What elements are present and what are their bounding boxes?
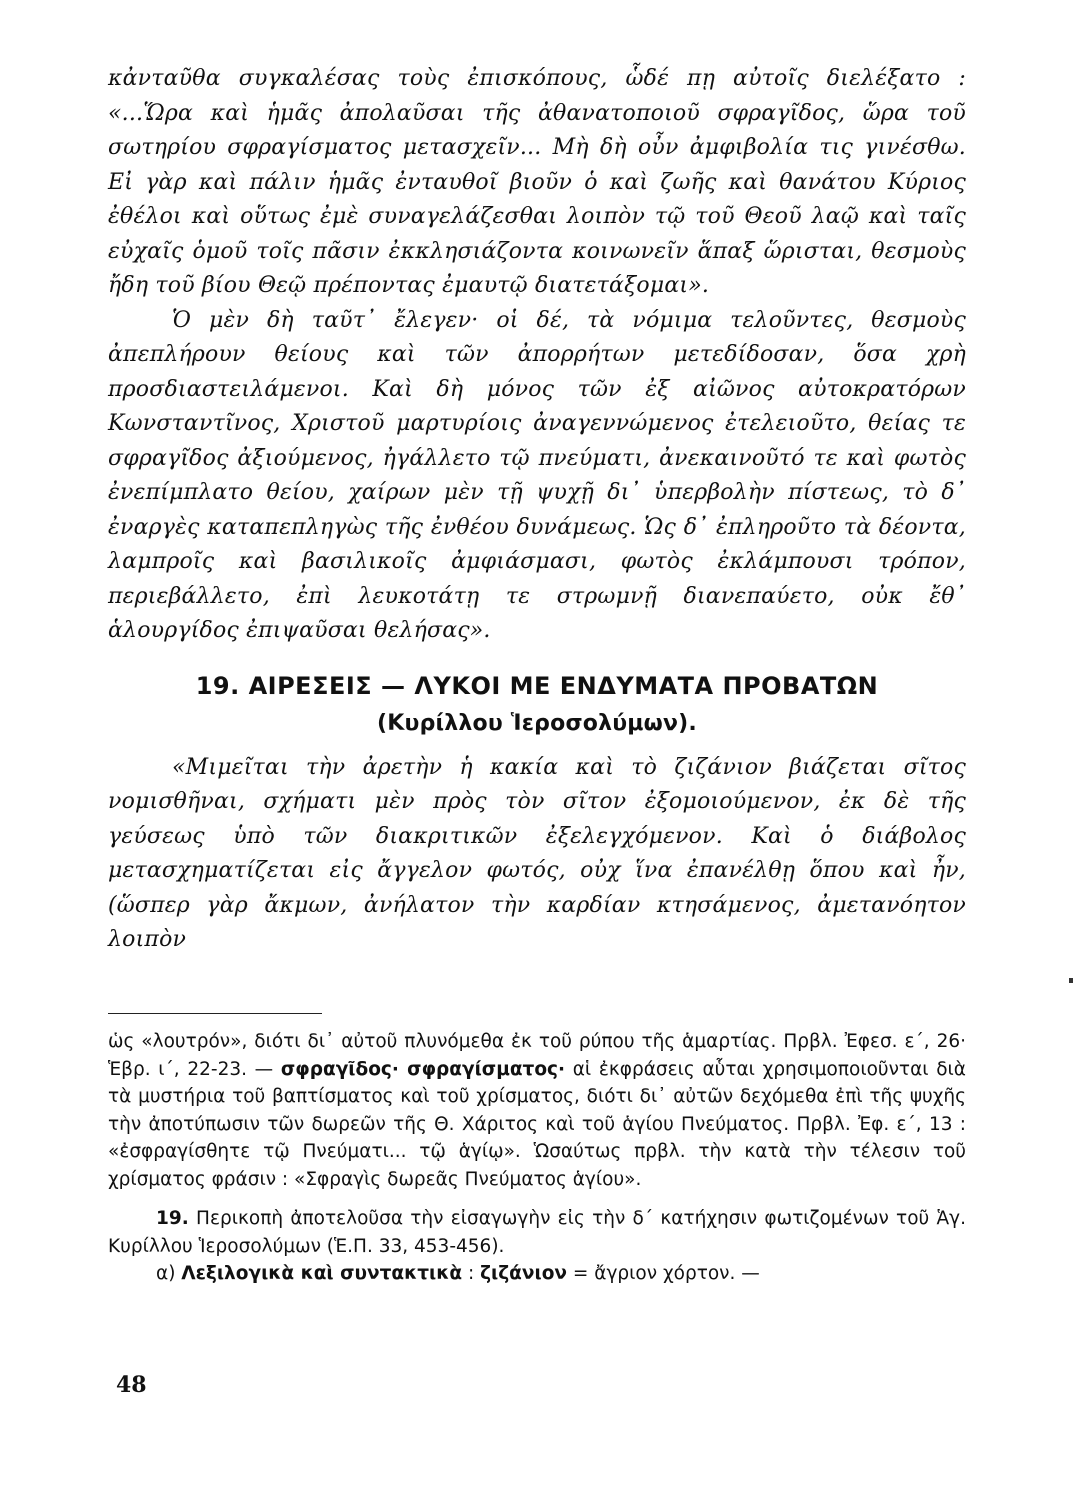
footnote-3-term-1: Λεξιλογικὰ καὶ συντακτικὰ (181, 1263, 463, 1284)
footnote-divider (108, 1013, 322, 1014)
footnote-1-text-a: ὡς «λουτρόν», διότι δι᾽ αὐτοῦ πλυνόμεθα ἐκ τοῦ ρύπου τῆς ἁμαρτίας. Πρβλ. Ἐφεσ. ε´, 26· Ἑβρ. ι´, 22-23. — (108, 1031, 966, 1080)
footnote-1-text-b: αἱ ἐκφράσεις αὗται χρησιμοποιοῦνται διὰ τὰ μυστήρια τοῦ βαπτίσματος καὶ τοῦ χρίσματος, διότι δι᾽ αὐτῶν δεχόμεθα ἐπὶ τῆς ψυχῆς τὴν ἀποτύπωσιν τῶν δωρεῶν τῆς Θ. Χάριτος καὶ τοῦ ἁγίου Πνεύματος. Πρβλ. Ἐφ. ε´, 13 : «ἐσφραγίσθητε τῷ Πνεύματι... τῷ ἁγίῳ». Ὡσαύτως πρβλ. τὴν κατὰ τὴν τέλεσιν τοῦ χρίσματος φράσιν : «Σφραγὶς δωρεᾶς Πνεύματος ἁγίου». (108, 1058, 966, 1190)
footnote-2-number: 19. (156, 1208, 189, 1229)
footnote-3-label: α) (156, 1263, 182, 1284)
footnote-2 (108, 1205, 966, 1260)
footnote-3-term-2: ζιζάνιον (480, 1263, 568, 1284)
main-text (108, 62, 966, 958)
paragraph-3: «Μιμεῖται τὴν ἀρετὴν ἡ κακία καὶ τὸ ζιζάνιον βιάζεται σῖτος νομισθῆναι, σχήματι μὲν πρὸς τὸν σῖτον ἐξομοιούμενον, ἐκ δὲ τῆς γεύσεως ὑπὸ τῶν διακριτικῶν ἐξελεγχόμενον. Καὶ ὁ διάβολος μετασχηματίζεται εἰς ἄγγελον φωτός, οὐχ ἵνα ἐπανέλθῃ ὅπου καὶ ἦν, (ὥσπερ γὰρ ἄκμων, ἀνήλατον τὴν καρδίαν κτησάμενος, ἀμετανόητον λοιπὸν (108, 754, 966, 952)
section-subheading: (Κυρίλλου Ἱεροσολύμων). (377, 710, 697, 736)
page-number: 48 (116, 1372, 147, 1398)
footnote-3 (108, 1260, 966, 1288)
footnotes (108, 1028, 966, 1288)
footnote-3-text: = ἄγριον χόρτον. — (567, 1263, 760, 1284)
footnote-1-term: σφραγῖδος· σφραγίσματος· (280, 1058, 566, 1080)
footnote-3-sep: : (462, 1263, 481, 1284)
section-heading: 19. ΑΙΡΕΣΕΙΣ — ΛΥΚΟΙ ΜΕ ΕΝΔΥΜΑΤΑ ΠΡΟΒΑΤΩΝ (195, 671, 879, 700)
paragraph-1: κἀνταῦθα συγκαλέσας τοὺς ἐπισκόπους, ὧδέ πῃ αὐτοῖς διελέξατο : «...Ὥρα καὶ ἡμᾶς ἀπολαῦσαι τῆς ἀθανατοποιοῦ σφραγῖδος, ὥρα τοῦ σωτηρίου σφραγίσματος μετασχεῖν... Μὴ δὴ οὖν ἀμφιβολία τις γινέσθω. Εἰ γὰρ καὶ πάλιν ἡμᾶς ἐνταυθοῖ βιοῦν ὁ καὶ ζωῆς καὶ θανάτου Κύριος ἐθέλοι καὶ οὕτως ἐμὲ συναγελάζεσθαι λοιπὸν τῷ τοῦ Θεοῦ λαῷ καὶ ταῖς εὐχαῖς ὁμοῦ τοῖς πᾶσιν ἐκκλησιάζοντα κοινωνεῖν ἅπαξ ὥρισται, θεσμοὺς ἤδη τοῦ βίου Θεῷ πρέποντας ἐμαυτῷ διατετάξομαι». (108, 66, 966, 298)
footnote-1 (108, 1028, 966, 1193)
footnote-2-text: Περικοπὴ ἀποτελοῦσα τὴν εἰσαγωγὴν εἰς τὴν δ´ κατήχησιν φωτιζομένων τοῦ Ἁγ. Κυρίλλου Ἱεροσολύμων (Ἑ.Π. 33, 453-456). (108, 1208, 966, 1257)
paragraph-2: Ὁ μὲν δὴ ταῦτ᾽ ἔλεγεν· οἱ δέ, τὰ νόμιμα τελοῦντες, θεσμοὺς ἀπεπλήρουν θείους καὶ τῶν ἀπορρήτων μετεδίδοσαν, ὅσα χρὴ προσδιαστειλάμενοι. Καὶ δὴ μόνος τῶν ἐξ αἰῶνος αὐτοκρατόρων Κωνσταντῖνος, Χριστοῦ μαρτυρίοις ἀναγεννώμενος ἐτελειοῦτο, θείας τε σφραγῖδος ἀξιούμενος, ἠγάλλετο τῷ πνεύματι, ἀνεκαινοῦτό τε καὶ φωτὸς ἐνεπίμπλατο θείου, χαίρων μὲν τῇ ψυχῇ δι᾽ ὑπερβολὴν πίστεως, τὸ δ᾽ ἐναργὲς καταπεπληγὼς τῆς ἐνθέου δυνάμεως. Ὡς δ᾽ ἐπληροῦτο τὰ δέοντα, λαμπροῖς καὶ βασιλικοῖς ἀμφιάσμασι, φωτὸς ἐκλάμπουσι τρόπον, περιεβάλλετο, ἐπὶ λευκοτάτῃ τε στρωμνῇ διανεπαύετο, οὐκ ἔθ᾽ ἁλουργίδος ἐπιψαῦσαι θελήσας». (108, 307, 966, 643)
scan-speck (1069, 978, 1073, 983)
